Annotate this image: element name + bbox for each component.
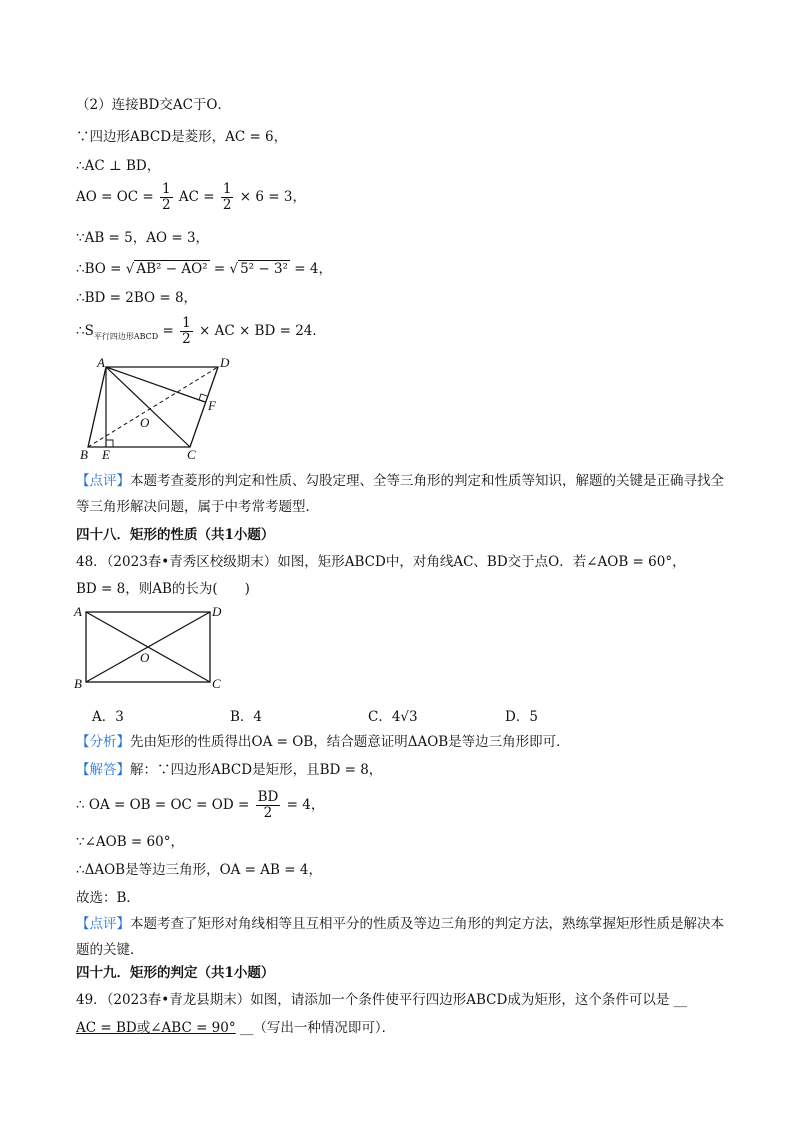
step-rhombus: ∵四边形ABCD是菱形，AC = 6，	[76, 129, 288, 145]
section-49-title: 四十九．矩形的判定（共1小题）	[76, 965, 275, 981]
comment-1: 【点评】本题考查菱形的判定和性质、勾股定理、全等三角形的判定和性质等知识，解题的关键是正确寻找全等三角形解决问题，属于中考常考题型．	[76, 473, 724, 515]
label-c: C	[212, 676, 221, 691]
step-bo: ∴BO = √ AB² − AO² = √ 5² − 3² = 4，	[76, 261, 332, 277]
step-ao-oc: AO = OC = $\frac{1}{2}$ AC = $\frac{1}{2}$ × 6 = 3，	[76, 181, 306, 213]
fraction-half: $\frac{1}{2}$	[222, 181, 232, 213]
step-connect-bd: （2）连接BD交AC于O．	[76, 97, 231, 113]
q48-stem-1: 48．（2023春•青秀区校级期末）如图，矩形ABCD中，对角线AC、BD交于点O．若∠AOB = 60°，	[76, 554, 686, 570]
label-a: A	[74, 604, 82, 619]
label-b: B	[74, 676, 82, 691]
q48-solution-3: ∵∠AOB = 60°，	[76, 834, 184, 850]
parallelogram-figure	[80, 355, 230, 465]
q49-answer: AC = BD或∠ABC = 90° __（写出一种情况即可）．	[76, 1020, 396, 1036]
q48-solution-4: ∴ΔAOB是等边三角形，OA = AB = 4，	[76, 862, 322, 878]
step-ab-ao: ∵AB = 5，AO = 3，	[76, 230, 210, 246]
label-o: O	[140, 415, 150, 430]
option-d: D．5	[505, 709, 538, 725]
label-o: O	[140, 650, 150, 665]
option-a: A．3	[92, 709, 124, 725]
fraction-half: $\frac{1}{2}$	[182, 315, 191, 347]
label-c: C	[187, 447, 196, 462]
option-b: B．4	[230, 709, 263, 725]
section-48-title: 四十八．矩形的性质（共1小题）	[76, 527, 275, 543]
label-b: B	[80, 447, 88, 462]
label-d: D	[212, 604, 222, 619]
label-d: D	[220, 355, 230, 370]
q48-comment: 【点评】本题考查了矩形对角线相等且互相平分的性质及等边三角形的判定方法，熟练掌握矩形性质是解决本题的关键．	[76, 916, 724, 958]
q49-stem-1: 49．（2023春•青龙县期末）如图，请添加一个条件使平行四边形ABCD成为矩形，这个条件可以是 __	[76, 992, 688, 1008]
option-c: C．4√3	[368, 709, 418, 725]
fraction-bd-over-2: $\frac{BD}{2}$	[257, 789, 279, 821]
label-a: A	[97, 355, 105, 370]
q48-analysis: 【分析】先由矩形的性质得出OA = OB，结合题意证明ΔAOB是等边三角形即可．	[76, 734, 570, 750]
rectangle-figure	[72, 602, 232, 694]
step-area: $\therefore S_{平行四边形ABCD}$ = $\frac{1}{2}$ × AC × BD = 24．	[76, 315, 326, 347]
fraction-half: $\frac{1}{2}$	[162, 181, 171, 213]
q48-solution-2: ∴ OA = OB = OC = OD = $\frac{BD}{2}$ = 4，	[76, 789, 325, 821]
step-perpendicular: ∴AC ⊥ BD，	[76, 158, 161, 174]
q48-solution-1: 【解答】解：∵四边形ABCD是矩形，且BD = 8，	[76, 762, 383, 778]
label-e: E	[102, 447, 110, 462]
step-bd: ∴BD = 2BO = 8，	[76, 290, 198, 306]
q48-solution-5: 故选：B．	[76, 890, 140, 906]
label-f: F	[208, 398, 216, 413]
q48-stem-2: BD = 8，则AB的长为( )	[76, 581, 250, 597]
